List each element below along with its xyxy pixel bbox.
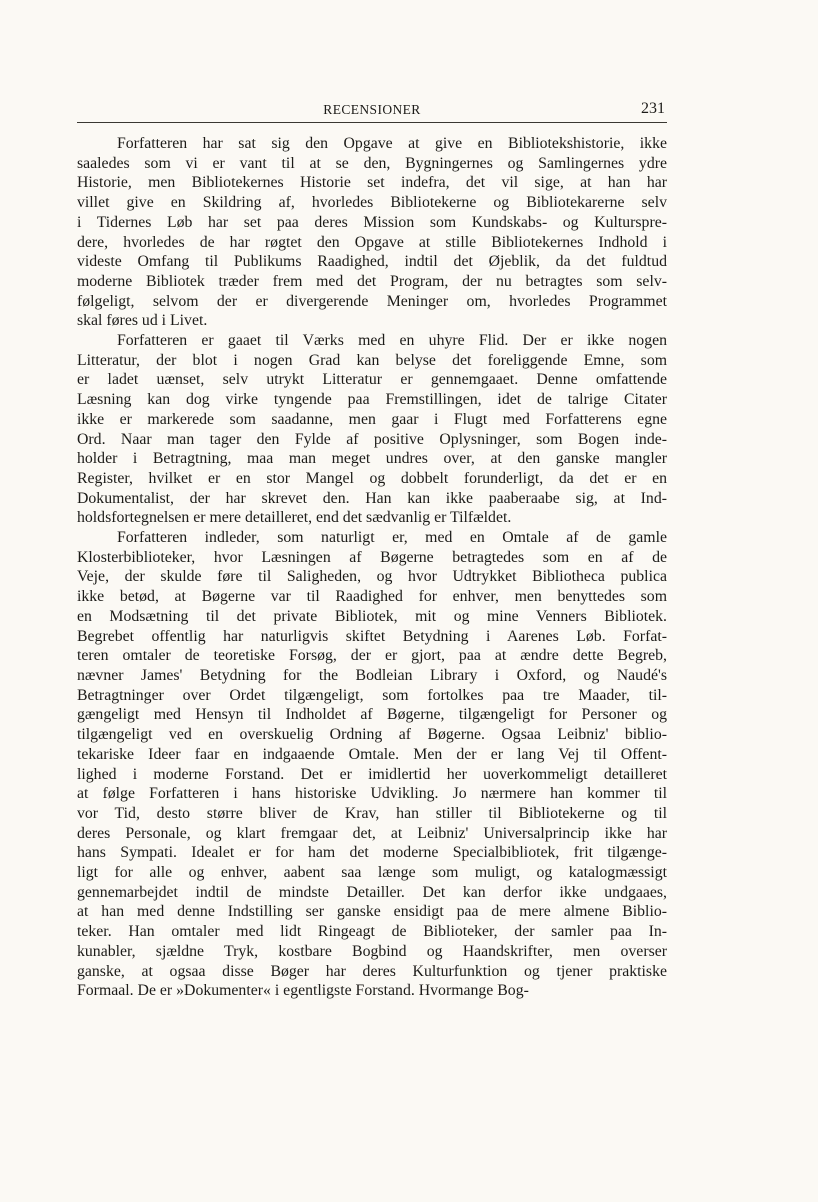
text-line: villet give en Skildring af, hvorledes Bibliotekerne og Bibliotekarerne selv [77, 194, 667, 212]
text-line: i Tidernes Løb har set paa deres Mission som Kundskabs- og Kulturspre- [77, 213, 667, 231]
running-header [77, 100, 667, 123]
text-line: holdsfortegnelsen er mere detailleret, end det sædvanlig er Tilfældet. [77, 509, 512, 527]
text-line: tekariske Ideer faar en indgaaende Omtale. Men der er lang Vej til Offent- [77, 745, 667, 763]
text-line: Register, hvilket er en stor Mangel og dobbelt forunderligt, da det er en [77, 469, 667, 487]
text-line: at følge Forfatteren i hans historiske Udvikling. Jo nærmere han kommer til [77, 785, 667, 803]
text-line: Veje, der skulde føre til Saligheden, og hvor Udtrykket Bibliotheca publica [77, 568, 667, 586]
paragraph-3 [77, 528, 667, 1001]
text-line: dere, hvorledes de har røgtet den Opgave at stille Bibliotekernes Indhold i [77, 233, 667, 251]
text-line: ganske, at ogsaa disse Bøger har deres Kulturfunktion og tjener praktiske [77, 962, 667, 980]
text-line: holder i Betragtning, maa man meget undres over, at den ganske mangler [77, 450, 667, 468]
text-line: nævner James' Betydning for the Bodleian Library i Oxford, og Naudé's [77, 666, 667, 684]
text-line: teren omtaler de teoretiske Forsøg, der er gjort, paa at ændre dette Begreb, [77, 647, 667, 665]
text-line: ikke er markerede som saadanne, men gaar i Flugt med Forfatterens egne [77, 410, 667, 428]
text-line: Dokumentalist, der har skrevet den. Han kan ikke paaberaabe sig, at Ind- [77, 489, 667, 507]
text-line: gængeligt med Hensyn til Indholdet af Bøgerne, tilgængeligt for Personer og [77, 706, 667, 724]
text-line: kunabler, sjældne Tryk, kostbare Bogbind og Haandskrifter, men overser [77, 942, 667, 960]
text-line: Formaal. De er »Dokumenter« i egentligste Forstand. Hvormange Bog- [77, 982, 529, 1000]
text-line: videste Omfang til Publikums Raadighed, indtil det Øjeblik, da det fuldtud [77, 253, 667, 271]
text-line: moderne Bibliotek træder frem med det Program, der nu betragtes som selv- [77, 272, 667, 290]
text-line: teker. Han omtaler med lidt Ringeagt de Biblioteker, der samler paa In- [77, 923, 667, 941]
review-text [77, 134, 667, 1001]
text-line: skal føres ud i Livet. [77, 312, 208, 330]
text-line: ligt for alle og enhver, aabent saa længe som muligt, og katalogmæssigt [77, 864, 667, 882]
text-line: deres Personale, og klart fremgaar det, at Leibniz' Universalprincip ikke har [77, 824, 667, 842]
paragraph-2 [77, 331, 667, 528]
text-line: Begrebet offentlig har naturligvis skiftet Betydning i Aarenes Løb. Forfat- [77, 627, 667, 645]
text-line: Ord. Naar man tager den Fylde af positive Oplysninger, som Bogen inde- [77, 430, 667, 448]
text-line: hans Sympati. Idealet er for ham det moderne Specialbibliotek, frit tilgænge- [77, 844, 667, 862]
text-line: en Modsætning til det private Bibliotek, mit og mine Venners Bibliotek. [77, 607, 667, 625]
text-line: Historie, men Bibliotekernes Historie set indefra, det vil sige, at han har [77, 174, 667, 192]
paragraph-1 [77, 134, 667, 331]
text-line: Klosterbiblioteker, hvor Læsningen af Bøgerne betragtedes som en af de [77, 548, 667, 566]
text-line: Litteratur, der blot i nogen Grad kan belyse det foreliggende Emne, som [77, 351, 667, 369]
text-line: saaledes som vi er vant til at se den, Bygningernes og Samlingernes ydre [77, 154, 667, 172]
page-number: 231 [641, 100, 665, 117]
text-line: Forfatteren indleder, som naturligt er, med en Omtale af de gamle [117, 529, 667, 547]
text-line: vor Tid, desto større bliver de Krav, han stiller til Bibliotekerne og til [77, 804, 667, 822]
text-line: Forfatteren er gaaet til Værks med en uhyre Flid. Der er ikke nogen [117, 332, 667, 350]
text-line: lighed i moderne Forstand. Det er imidlertid her uoverkommeligt detailleret [77, 765, 667, 783]
running-title: RECENSIONER [323, 102, 421, 117]
text-line: Forfatteren har sat sig den Opgave at give en Bibliotekshistorie, ikke [117, 135, 667, 152]
text-line: følgeligt, selvom der er divergerende Meninger om, hvorledes Programmet [77, 292, 667, 310]
text-line: at han med denne Indstilling ser ganske ensidigt paa de mere almene Biblio- [77, 903, 667, 921]
text-line: tilgængeligt ved en overskuelig Ordning af Bøgerne. Ogsaa Leibniz' biblio- [77, 726, 667, 744]
text-line: er ladet uænset, selv utrykt Litteratur er gennemgaaet. Denne omfattende [77, 371, 667, 389]
text-line: ikke betød, at Bøgerne var til Raadighed for enhver, men benyttedes som [77, 588, 667, 606]
text-line: Læsning kan dog virke tyngende paa Fremstillingen, idet de talrige Citater [77, 391, 667, 409]
text-line: Betragtninger over Ordet tilgængeligt, som fortolkes paa tre Maader, til- [77, 686, 667, 704]
text-line: gennemarbejdet indtil de mindste Detailler. Det kan derfor ikke undgaaes, [77, 883, 667, 901]
